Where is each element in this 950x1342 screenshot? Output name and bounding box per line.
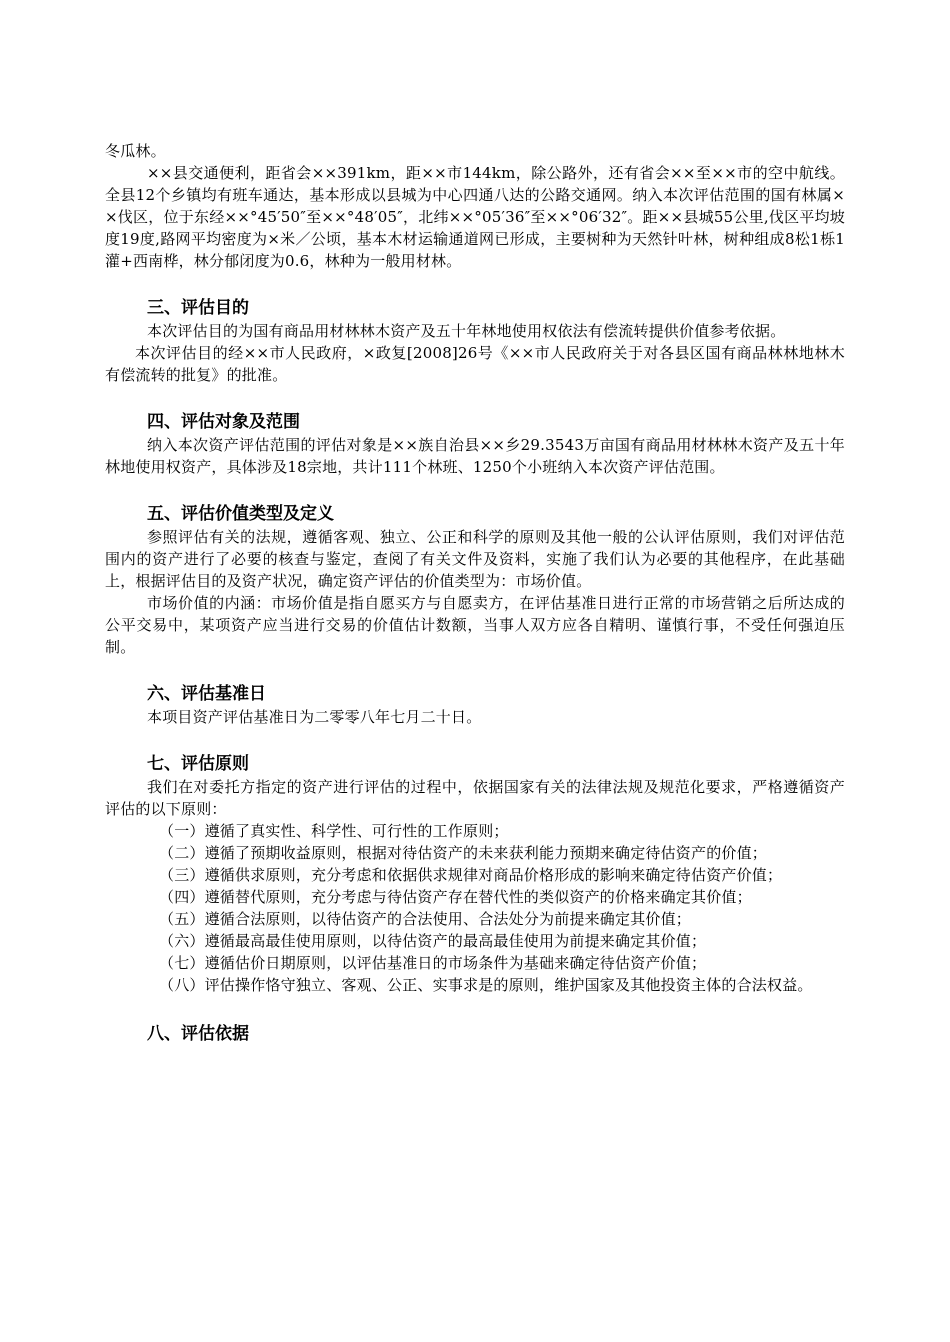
principle-item: （六）遵循最高最佳使用原则，以待估资产的最高最佳使用为前提来确定其价值； — [159, 932, 707, 950]
section-heading-basis: 八、评估依据 — [147, 1024, 249, 1044]
document-page — [105, 140, 845, 1046]
principles-intro: 我们在对委托方指定的资产进行评估的过程中，依据国家有关的法律法规及规范化要求，严格遵循资产评估的以下原则： — [105, 778, 845, 818]
value-type-paragraph-1: 参照评估有关的法规，遵循客观、独立、公正和科学的原则及其他一般的公认评估原则，我们对评估范围内的资产进行了必要的核查与鉴定，查阅了有关文件及资料，实施了我们认为必要的其他程序，在此基础上，根据评估目的及资产状况，确定资产评估的价值类型为：市场价值。 — [105, 528, 845, 590]
principle-item: （一）遵循了真实性、科学性、可行性的工作原则； — [159, 822, 509, 840]
section-heading-base-date: 六、评估基准日 — [147, 684, 266, 704]
principle-item: （四）遵循替代原则，充分考虑与待估资产存在替代性的类似资产的价格来确定其价值； — [159, 888, 752, 906]
principle-item: （七）遵循估价日期原则，以评估基准日的市场条件为基础来确定待估资产价值； — [159, 954, 707, 972]
section-heading-purpose: 三、评估目的 — [147, 298, 249, 318]
value-type-paragraph-2: 市场价值的内涵：市场价值是指自愿买方与自愿卖方，在评估基准日进行正常的市场营销之后所达成的公平交易中，某项资产应当进行交易的价值估计数额，当事人双方应各自精明、谨慎行事，不受任何强迫压制。 — [105, 594, 845, 656]
section-heading-scope: 四、评估对象及范围 — [147, 412, 300, 432]
scope-paragraph: 纳入本次资产评估范围的评估对象是××族自治县××乡29.3543万亩国有商品用材林林木资产及五十年林地使用权资产，具体涉及18宗地，共计111个林班、1250个小班纳入本次资产评估范围。 — [105, 436, 845, 476]
purpose-paragraph-1: 本次评估目的为国有商品用材林林木资产及五十年林地使用权依法有偿流转提供价值参考依据。 — [147, 322, 786, 340]
purpose-paragraph-2: 本次评估目的经××市人民政府，×政复[2008]26号《××市人民政府关于对各县区国有商品林林地林木有偿流转的批复》的批准。 — [105, 344, 845, 384]
section-heading-principles: 七、评估原则 — [147, 754, 249, 774]
principle-item: （八）评估操作恪守独立、客观、公正、实事求是的原则，维护国家及其他投资主体的合法权益。 — [159, 976, 813, 994]
base-date-paragraph: 本项目资产评估基准日为二零零八年七月二十日。 — [147, 708, 482, 726]
traffic-paragraph: ××县交通便利，距省会××391km，距××市144km，除公路外，还有省会××至××市的空中航线。全县12个乡镇均有班车通达，基本形成以县城为中心四通八达的公路交通网。纳入本次评估范围的国有林属××伐区，位于东经××°45′50″至××°48′05″，北纬××°05′36″至××°06′32″。距××县城55公里,伐区平均坡度19度,路网平均密度为×米／公顷，基本木材运输通道网已形成，主要树种为天然针叶林，树种组成8松1栎1灌+西南桦，林分郁闭度为0.6，林种为一般用材林。 — [105, 164, 845, 270]
principle-item: （二）遵循了预期收益原则，根据对待估资产的未来获利能力预期来确定待估资产的价值； — [159, 844, 768, 862]
section-heading-value-type: 五、评估价值类型及定义 — [147, 504, 334, 524]
principle-item: （五）遵循合法原则，以待估资产的合法使用、合法处分为前提来确定其价值； — [159, 910, 692, 928]
intro-continuation: 冬瓜林。 — [105, 142, 166, 160]
principle-item: （三）遵循供求原则，充分考虑和依据供求规律对商品价格形成的影响来确定待估资产价值； — [159, 866, 783, 884]
